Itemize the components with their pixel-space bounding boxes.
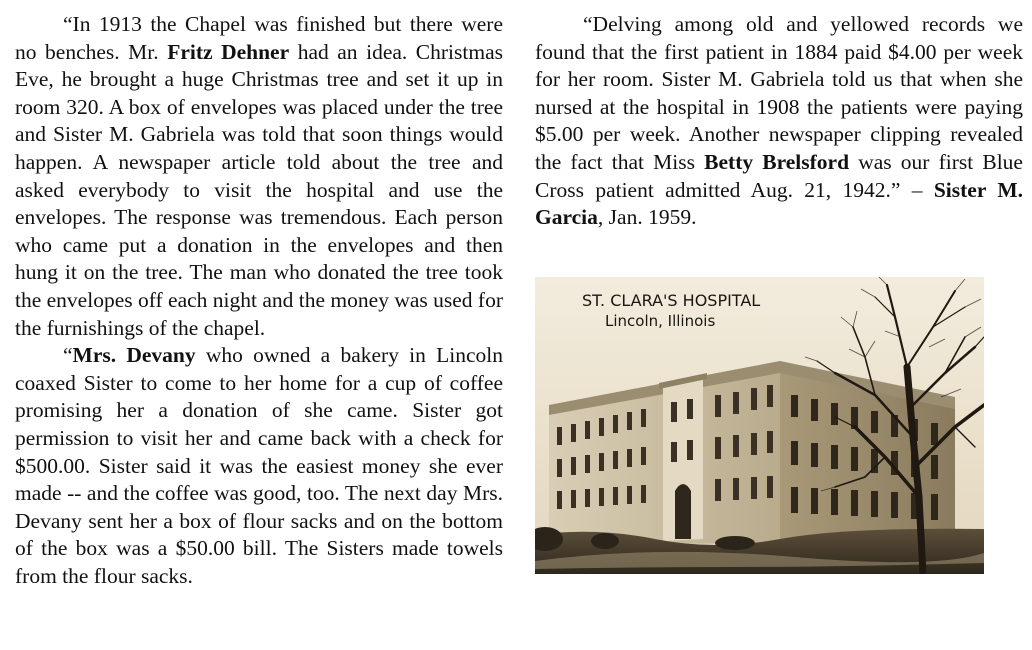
caption-city: Lincoln, Illinois xyxy=(605,312,716,330)
hospital-photo xyxy=(535,277,984,574)
paragraph-text: had an idea. Christmas Eve, he brought a huge Christmas tree and set it up in room 320. A box of envelopes was placed under the tree and Sister M. Gabriela was told that soon things would happen. A newspaper article told about the tree and asked everybody to visit the hospital and use the envelopes. The response was tremendous. Each person who came put a donation in the envelopes and then hung it on the tree. The man who donated the tree took the envelopes off each night and the money was used for the furnishings of the chapel. xyxy=(15,39,504,340)
name-fritz-dehner: Fritz Dehner xyxy=(167,39,290,64)
paragraph-text: “In 1913 the Chapel was finished but there were no benches. Mr. xyxy=(15,12,503,64)
paragraph-text: , Jan. 1959. xyxy=(597,205,697,230)
caption-hospital-name: ST. CLARA'S HOSPITAL xyxy=(582,291,761,310)
paragraph-chapel-christmas-tree xyxy=(15,11,503,342)
name-mrs-devany: Mrs. Devany xyxy=(72,343,196,368)
right-column xyxy=(535,11,1023,232)
left-column xyxy=(15,11,503,590)
paragraph-old-records xyxy=(535,11,1023,232)
paragraph-text: “Delving among old and yellowed records we found that the first patient in 1884 paid $4.00 per week for her room. Sister M. Gabriela told us that when she nursed at the hospital in 1908 the patients were paying $5.00 per week. Another newspaper clipping revealed the fact that Miss xyxy=(535,12,1023,174)
paragraph-text: who owned a bakery in Lincoln coaxed Sister to come to her home for a cup of coffee promising her a donation of she came. Sister got permission to visit her and came back with a check for $500.00. Sister said it was the easiest money she ever made -- and the coffee was good, too. The next day Mrs. Devany sent her a box of flour sacks and on the bottom of the box was a $50.00 bill. The Sisters made towels from the flour sacks. xyxy=(15,343,503,588)
author-sister-m-garcia: Sister M. Garcia xyxy=(535,177,1023,230)
opening-quote: “ xyxy=(63,343,73,368)
paragraph-text: was our first Blue Cross patient admitted Aug. 21, 1942.” – xyxy=(535,149,1023,202)
entrance-arch xyxy=(675,484,691,539)
hospital-postcard-image xyxy=(535,277,984,574)
name-betty-brelsford: Betty Brelsford xyxy=(704,149,850,174)
paragraph-mrs-devany xyxy=(15,342,503,590)
